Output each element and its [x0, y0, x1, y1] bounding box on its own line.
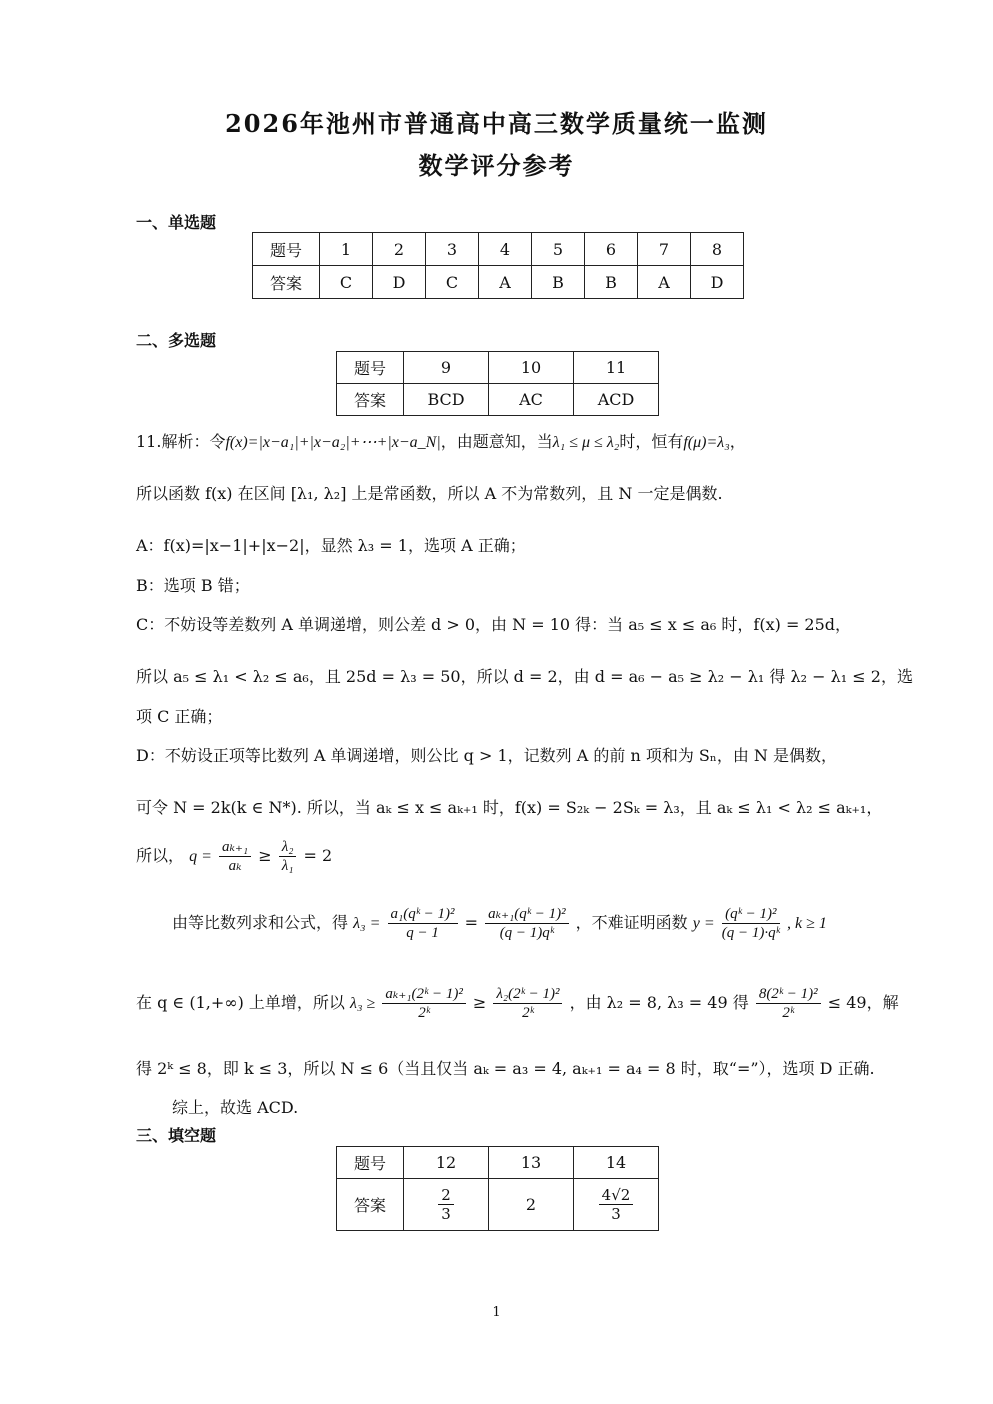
fraction-numerator: aₖ₊₁(qᵏ − 1)² [485, 905, 568, 924]
math-expression: λ₃ = [353, 915, 381, 932]
answer-cell: ACD [574, 384, 659, 416]
answer-cell: B [532, 266, 585, 299]
fraction-numerator: λ₂ [279, 838, 297, 857]
answer-cell [404, 1179, 489, 1231]
option-d-analysis-1: D：不妨设正项等比数列 A 单调递增，则公比 q > 1，记数列 A 的前 n 项和为 Sₙ，由 N 是偶数， [136, 746, 837, 765]
answer-cell: B [585, 266, 638, 299]
section-fill-blank-heading: 三、填空题 [136, 1126, 217, 1145]
answer-cell: D [373, 266, 426, 299]
question-number: 2 [373, 233, 426, 266]
fraction-numerator: a₁(qᵏ − 1)² [388, 905, 458, 924]
solution-text: ≤ 49，解 [827, 993, 899, 1012]
math-expression: = 2 [303, 846, 333, 865]
question-number: 5 [532, 233, 585, 266]
solution-line-1 [136, 431, 746, 454]
math-operator: = [464, 913, 479, 932]
answer-cell: BCD [404, 384, 489, 416]
fraction-denominator: 2ᵏ [782, 1005, 795, 1021]
option-c-analysis-3: 项 C 正确； [136, 707, 223, 726]
option-d-analysis-3 [136, 838, 332, 875]
math-expression: f(μ)=λ₃ [683, 434, 730, 451]
fraction [599, 1186, 634, 1223]
solution-text: 所以， [136, 846, 185, 865]
solution-line-2: 所以函数 f(x) 在区间 [λ₁, λ₂] 上是常函数，所以 A 不为常数列，且 N 一定是偶数. [136, 484, 723, 503]
section-single-choice-heading: 一、单选题 [136, 213, 217, 232]
table-row [337, 352, 659, 384]
option-c-analysis-1: C：不妨设等差数列 A 单调递增，则公差 d > 0，由 N = 10 得：当 a₅ ≤ x ≤ a₆ 时，f(x) = 25d， [136, 615, 852, 634]
fraction [438, 1186, 454, 1223]
answer-cell: A [479, 266, 532, 299]
solution-text: ，由 λ₂ = 8, λ₃ = 49 得 [569, 993, 749, 1012]
math-operator: ≥ [472, 993, 487, 1012]
fraction-numerator: (qᵏ − 1)² [722, 905, 780, 924]
fraction-denominator: 3 [611, 1205, 621, 1223]
solution-text: 时，恒有 [619, 432, 684, 451]
fraction [756, 985, 821, 1022]
answer-cell: C [320, 266, 373, 299]
table-row [253, 266, 744, 299]
solution-text: ，由题意知，当 [440, 432, 553, 451]
answer-cell [574, 1179, 659, 1231]
option-c-analysis-2: 所以 a₅ ≤ λ₁ < λ₂ ≤ a₆，且 25d = λ₃ = 50，所以 d = 2，由 d = a₆ − a₅ ≥ λ₂ − λ₁ 得 λ₂ − λ₁ ≤ 2，选 [136, 667, 913, 686]
row-label: 答案 [337, 1179, 404, 1231]
fraction-denominator: aₖ [228, 858, 242, 874]
page-title: 2026年池州市普通高中高三数学质量统一监测 [225, 109, 768, 138]
table-row [253, 233, 744, 266]
row-label: 题号 [337, 352, 404, 384]
option-d-analysis-6: 得 2ᵏ ≤ 8，即 k ≤ 3，所以 N ≤ 6（当且仅当 aₖ = a₃ = 4, aₖ₊₁ = a₄ = 8 时，取“=”），选项 D 正确. [136, 1059, 875, 1078]
fill-blank-table [336, 1146, 659, 1231]
answer-cell: 2 [489, 1179, 574, 1231]
fraction-numerator: aₖ₊₁ [219, 838, 251, 857]
fraction [485, 905, 568, 942]
fraction-denominator: λ₁ [281, 858, 294, 874]
table-row [337, 384, 659, 416]
solution-text: ，不难证明函数 [575, 913, 688, 932]
fraction-numerator: λ₂(2ᵏ − 1)² [493, 985, 562, 1004]
question-number: 8 [691, 233, 744, 266]
question-number: 9 [404, 352, 489, 384]
answer-cell: AC [489, 384, 574, 416]
fraction-numerator: 8(2ᵏ − 1)² [756, 985, 821, 1004]
question-number: 11 [574, 352, 659, 384]
fraction-denominator: (q − 1)qᵏ [499, 925, 555, 941]
fraction [219, 838, 251, 875]
fraction-denominator: q − 1 [406, 925, 439, 941]
math-expression: q = [189, 848, 212, 865]
math-expression: λ₃ ≥ [350, 995, 376, 1012]
option-d-analysis-5 [136, 985, 899, 1022]
answer-cell: A [638, 266, 691, 299]
fraction-numerator: 2 [438, 1186, 454, 1205]
row-label: 题号 [337, 1147, 404, 1179]
fraction [722, 905, 780, 942]
fraction-denominator: 2ᵏ [522, 1005, 534, 1021]
section-multi-choice-heading: 二、多选题 [136, 331, 217, 350]
page-number: 1 [492, 1305, 501, 1320]
question-number: 4 [479, 233, 532, 266]
answer-cell: C [426, 266, 479, 299]
answer-cell: D [691, 266, 744, 299]
page-subtitle: 数学评分参考 [418, 151, 575, 180]
math-expression: y = [692, 915, 715, 932]
fraction [493, 985, 562, 1022]
option-a-analysis: A：f(x)=|x−1|+|x−2|，显然 λ₃ = 1，选项 A 正确； [136, 536, 526, 555]
fraction-denominator: 2ᵏ [418, 1005, 430, 1021]
row-label: 答案 [253, 266, 320, 299]
fraction [388, 905, 458, 942]
math-expression: λ₁ ≤ μ ≤ λ₂ [552, 434, 620, 451]
table-row [337, 1179, 659, 1231]
option-d-analysis-4 [172, 905, 827, 942]
conclusion: 综上，故选 ACD. [172, 1098, 299, 1117]
fraction-numerator: aₖ₊₁(2ᵏ − 1)² [382, 985, 465, 1004]
question-number: 12 [404, 1147, 489, 1179]
question-number: 1 [320, 233, 373, 266]
solution-text: 11.解析：令 [136, 432, 226, 451]
table-row [337, 1147, 659, 1179]
question-number: 6 [585, 233, 638, 266]
fraction [279, 838, 297, 875]
question-number: 7 [638, 233, 691, 266]
fraction-denominator: 3 [441, 1205, 451, 1223]
math-expression: f(x)=|x−a₁|+|x−a₂|+⋯+|x−a_N| [225, 434, 441, 451]
row-label: 题号 [253, 233, 320, 266]
solution-text: 在 q ∈ (1,+∞) 上单增，所以 [136, 993, 345, 1012]
fraction-numerator: 4√2 [599, 1186, 634, 1205]
single-choice-table [252, 232, 744, 299]
question-number: 13 [489, 1147, 574, 1179]
solution-text: 由等比数列求和公式，得 [172, 913, 349, 932]
math-operator: ≥ [258, 846, 272, 865]
question-number: 10 [489, 352, 574, 384]
question-number: 3 [426, 233, 479, 266]
solution-text: ， [729, 432, 746, 451]
math-expression: , k ≥ 1 [786, 915, 827, 932]
option-b-analysis: B：选项 B 错； [136, 576, 250, 595]
fraction [382, 985, 465, 1022]
fraction-denominator: (q − 1)·qᵏ [721, 925, 780, 941]
option-d-analysis-2: 可令 N = 2k(k ∈ N*). 所以，当 aₖ ≤ x ≤ aₖ₊₁ 时，f(x) = S₂ₖ − 2Sₖ = λ₃，且 aₖ ≤ λ₁ < λ₂ ≤ aₖ₊₁， [136, 798, 883, 817]
question-number: 14 [574, 1147, 659, 1179]
multi-choice-table [336, 351, 659, 416]
row-label: 答案 [337, 384, 404, 416]
